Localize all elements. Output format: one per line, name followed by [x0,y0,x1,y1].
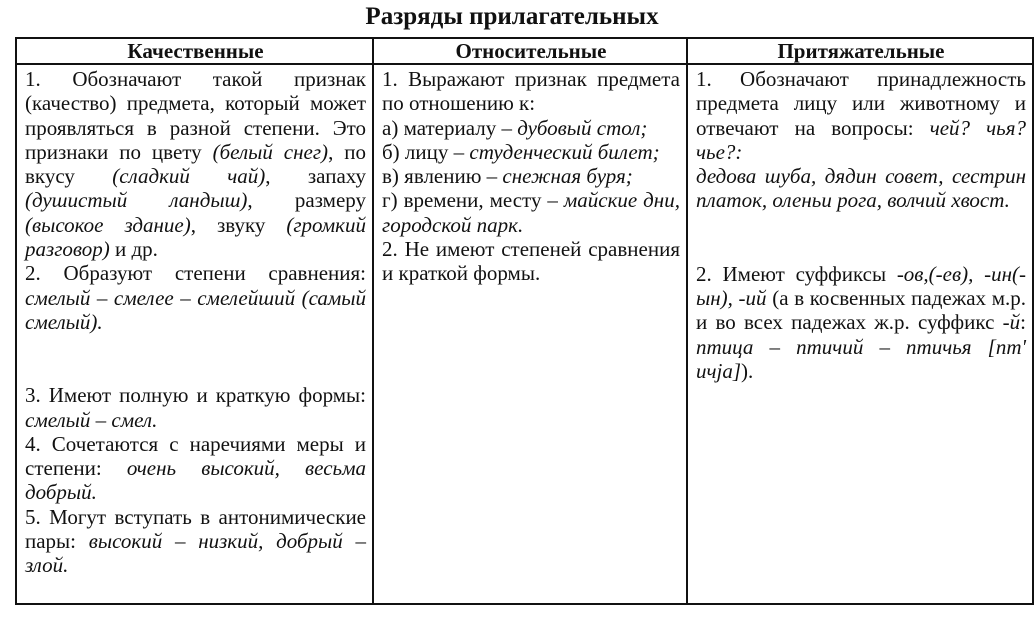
relative-item-d: г) времени, месту – майские дни, городской парк. [382,188,680,237]
possessive-cell [687,64,1033,604]
relative-cell [373,64,687,604]
possessive-point-2: 2. Имеют суффиксы -ов,(-ев), -ин(-ын), -ий (а в косвенных падежах м.р. и во всех падежах ж.р. суффикс -й: птица – птичий – птичья [пт' ичjа]). [696,261,1026,383]
qualitative-cell [16,64,373,604]
page-title: Разряды прилагательных [365,3,659,30]
qualitative-point-3: 3. Имеют полную и краткую формы: смелый – смел. [25,383,366,432]
qualitative-point-5: 5. Могут вступать в антонимические пары: высокий – низкий, добрый – злой. [25,504,366,578]
adjective-categories-table [15,37,1034,605]
header-relative: Относительные [373,38,687,64]
spacer [696,213,1026,262]
possessive-examples: дедова шуба, дядин совет, сестрин платок, оленьи рога, волчий хвост. [696,164,1026,213]
qualitative-point-2: 2. Образуют степени сравнения: смелый – смелее – смелейший (самый смелый). [25,261,366,334]
header-qualitative: Качественные [16,38,373,64]
relative-item-b: б) лицу – студенческий билет; [382,139,660,164]
header-possessive: Притяжательные [687,38,1033,64]
qualitative-point-1: 1. Обозначают такой признак (качество) предмета, который может проявляться в разной степени. Это признаки по цвету (белый снег), по вкусу (сладкий чай), запаху (душистый ландыш), размеру (высокое здание), звуку (громкий разговор) и др. [25,67,367,262]
relative-point-2: 2. Не имеют степеней сравнения и краткой формы. [382,237,680,286]
qualitative-point-4: 4. Сочетаются с наречиями меры и степени: очень высокий, весьма добрый. [25,431,366,505]
relative-item-a: а) материалу – дубовый стол; [382,115,648,140]
header-row [16,38,1033,64]
spacer [25,334,366,383]
possessive-point-1: 1. Обозначают принадлежность предмета лицу или животному и отвечают на вопросы: чей? чья? чье?: [696,67,1026,164]
relative-item-c: в) явлению – снежная буря; [382,164,633,189]
content-row [16,64,1033,604]
relative-point-1: 1. Выражают признак предмета по отношению к: [382,67,680,116]
